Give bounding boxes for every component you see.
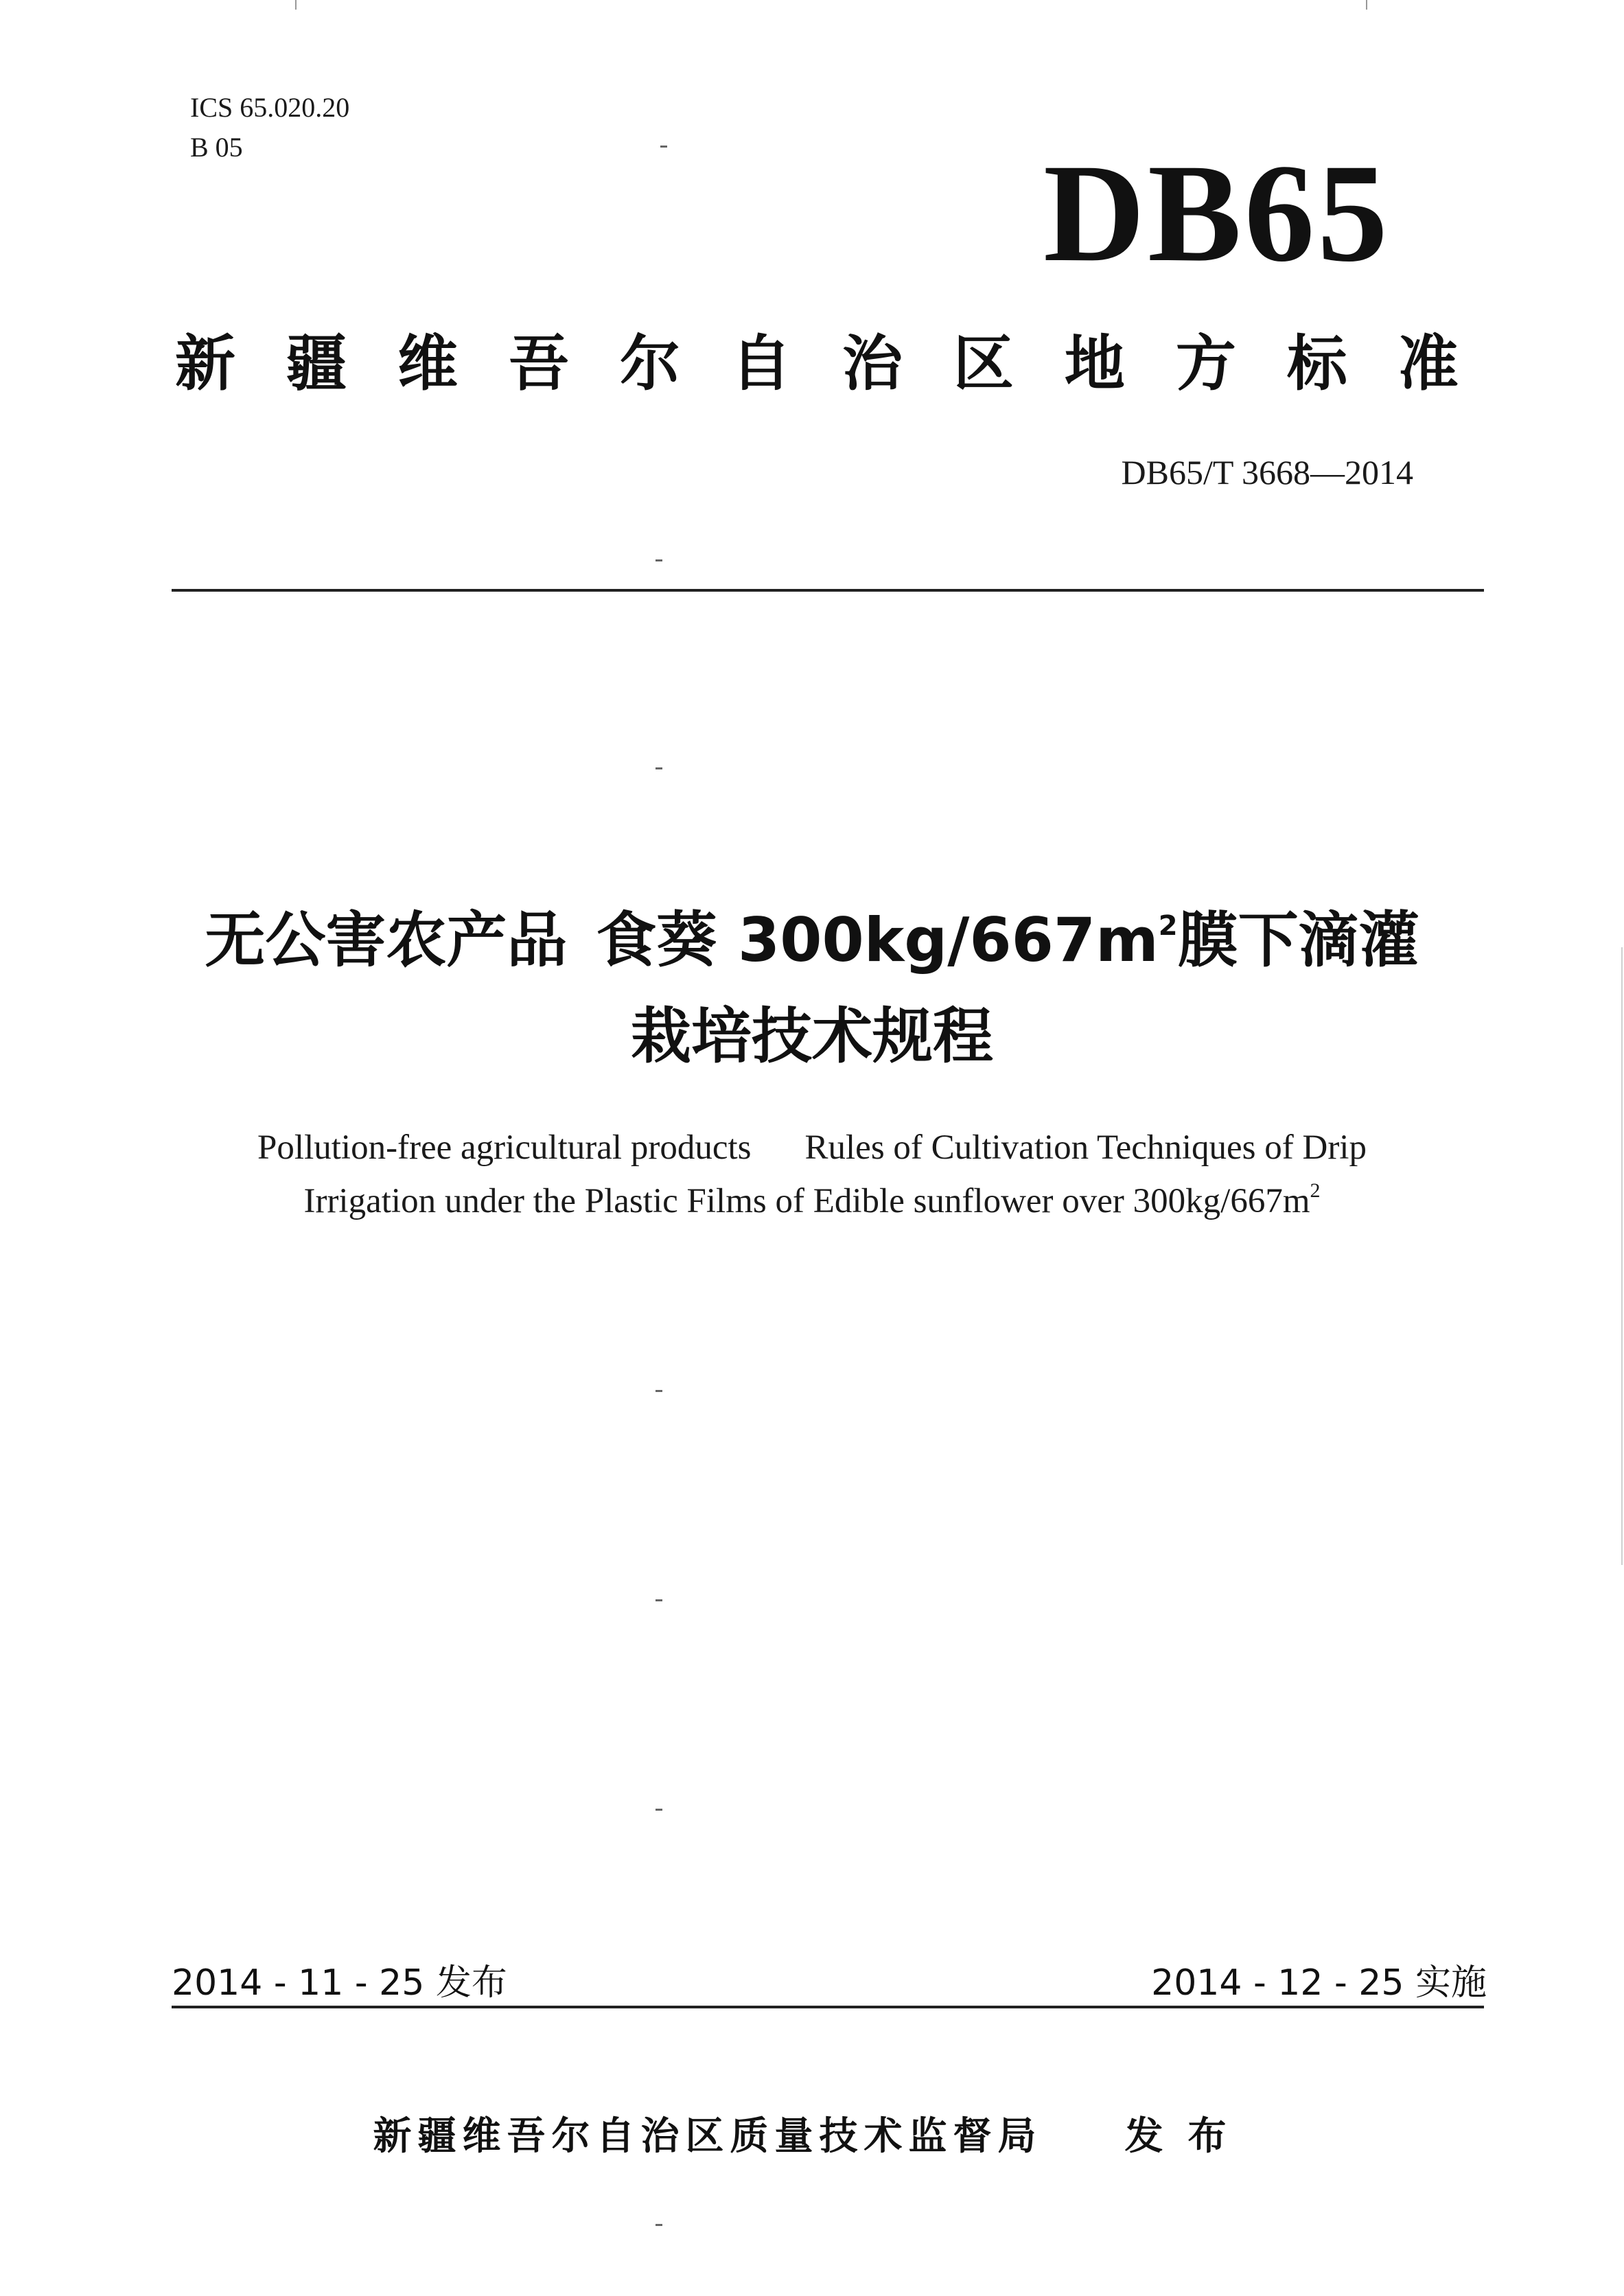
ccs-code: B 05: [190, 132, 243, 163]
issuing-body-char: 治: [842, 328, 903, 399]
scan-speck: [656, 1809, 662, 1811]
scan-speck: [660, 146, 667, 148]
scan-edge-mark: [1621, 947, 1623, 1565]
header-divider: [172, 589, 1484, 592]
scan-edge-mark: [1366, 0, 1367, 10]
title-en-line1: [0, 1128, 1624, 1168]
title-cn-superscript: 2: [1158, 910, 1178, 942]
classification-codes: [190, 88, 349, 167]
standard-number: DB65/T 3668—2014: [1121, 453, 1413, 491]
issuing-body-char: 方: [1175, 328, 1236, 399]
issuing-body-char: 维: [397, 328, 458, 399]
title-cn-part-b: 食葵 300kg/667m: [596, 905, 1159, 975]
title-en-part-b: Rules of Cultivation Techniques of Drip: [804, 1128, 1367, 1167]
title-en-part-a: Pollution-free agricultural products: [257, 1128, 752, 1167]
issuing-body-char: 自: [730, 328, 791, 399]
title-en-line2: [0, 1181, 1624, 1221]
title-en-superscript: 2: [1310, 1179, 1321, 1202]
issuing-body-char: 准: [1397, 328, 1459, 399]
issuing-body-char: 疆: [286, 328, 347, 399]
scan-speck: [656, 767, 662, 769]
title-cn-line2: 栽培技术规程: [630, 1001, 993, 1071]
scan-speck: [656, 2224, 662, 2226]
scan-speck: [656, 559, 662, 561]
ics-code: ICS 65.020.20: [190, 92, 350, 123]
issuing-body-char: 地: [1064, 328, 1125, 399]
title-cn-part-a: 无公害农产品: [205, 905, 568, 975]
issuer-name: 新疆维吾尔自治区质量技术监督局: [373, 2114, 1043, 2159]
title-cn-line1: [0, 892, 1624, 979]
dates-divider: [172, 2006, 1484, 2008]
issuing-body-char: 标: [1286, 328, 1347, 399]
issuer-line: [0, 2106, 1624, 2161]
implementation-date: 2014 - 12 - 25 实施: [1151, 1962, 1487, 2004]
issuing-body-char: 区: [953, 328, 1014, 399]
standard-code-large: DB65: [1043, 135, 1391, 291]
scan-edge-mark: [295, 0, 297, 10]
release-date: 2014 - 11 - 25 发布: [172, 1962, 507, 2004]
issuing-body: [175, 318, 1459, 400]
publish-label: 发布: [1124, 2114, 1251, 2159]
title-en-line2-text: Irrigation under the Plastic Films of Edible sunflower over 300kg/667m: [303, 1182, 1310, 1220]
scan-speck: [656, 1599, 662, 1601]
issuing-body-char: 尔: [619, 328, 680, 399]
issuing-body-char: 新: [175, 328, 236, 399]
scan-speck: [656, 1390, 662, 1392]
title-cn-part-c: 膜下滴灌: [1177, 905, 1419, 975]
issuing-body-char: 吾: [508, 328, 569, 399]
